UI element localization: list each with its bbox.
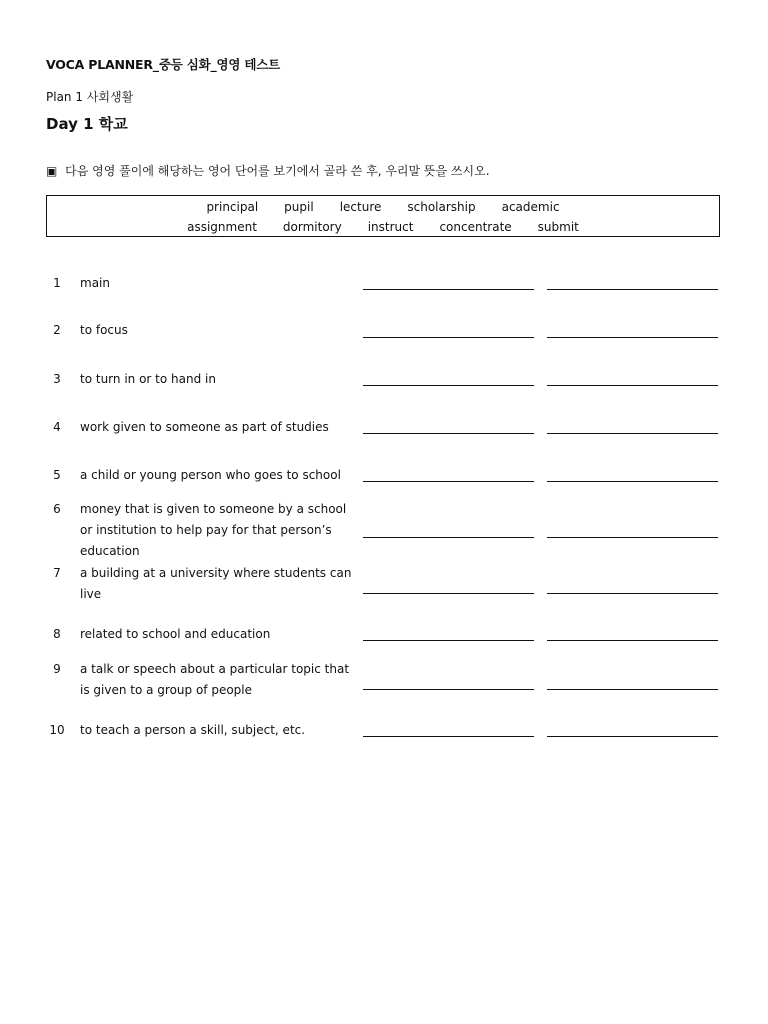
korean-meaning-blank[interactable] xyxy=(547,337,718,338)
english-word-blank[interactable] xyxy=(363,289,534,290)
instruction xyxy=(46,162,490,179)
english-word-blank[interactable] xyxy=(363,385,534,386)
question-definition: main xyxy=(80,276,110,290)
document-title: VOCA PLANNER_중등 심화_영영 테스트 xyxy=(46,57,281,72)
question-definition: money that is given to someone by a school or institution to help pay for that person’s education xyxy=(80,502,347,558)
english-word-blank[interactable] xyxy=(363,593,534,594)
korean-meaning-blank[interactable] xyxy=(547,289,718,290)
question-number: 2 xyxy=(53,323,61,337)
question-definition: to teach a person a skill, subject, etc. xyxy=(80,723,306,737)
korean-meaning-blank[interactable] xyxy=(547,537,718,538)
korean-meaning-blank[interactable] xyxy=(547,385,718,386)
english-word-blank[interactable] xyxy=(363,337,534,338)
question-definition: work given to someone as part of studies xyxy=(80,420,329,434)
english-word-blank[interactable] xyxy=(363,433,534,434)
question-number: 5 xyxy=(53,468,61,482)
korean-meaning-blank[interactable] xyxy=(547,640,718,641)
word-bank-word: submit xyxy=(537,220,579,234)
word-bank-box xyxy=(46,195,720,237)
english-word-blank[interactable] xyxy=(363,689,534,690)
question-definition: to focus xyxy=(80,323,128,337)
word-bank-word: lecture xyxy=(339,200,382,214)
english-word-blank[interactable] xyxy=(363,537,534,538)
word-bank-row-2 xyxy=(47,220,719,234)
question-definition: a talk or speech about a particular topic that is given to a group of people xyxy=(80,662,350,697)
question-number: 6 xyxy=(53,502,61,516)
word-bank-word: principal xyxy=(206,200,259,214)
word-bank-word: assignment xyxy=(187,220,257,234)
question-number: 1 xyxy=(53,276,61,290)
word-bank-word: dormitory xyxy=(282,220,342,234)
word-bank-word: pupil xyxy=(284,200,314,214)
question-number: 4 xyxy=(53,420,61,434)
korean-meaning-blank[interactable] xyxy=(547,433,718,434)
english-word-blank[interactable] xyxy=(363,640,534,641)
korean-meaning-blank[interactable] xyxy=(547,689,718,690)
korean-meaning-blank[interactable] xyxy=(547,481,718,482)
question-number: 9 xyxy=(53,662,61,676)
english-word-blank[interactable] xyxy=(363,481,534,482)
instruction-text: 다음 영영 풀이에 해당하는 영어 단어를 보기에서 골라 쓴 후, 우리말 뜻을 쓰시오. xyxy=(65,164,490,178)
question-definition: a building at a university where students can live xyxy=(80,566,352,601)
plan-label: Plan 1 사회생활 xyxy=(46,90,134,104)
question-definition: a child or young person who goes to school xyxy=(80,468,341,482)
question-definition: related to school and education xyxy=(80,627,271,641)
question-definition: to turn in or to hand in xyxy=(80,372,216,386)
question-number: 7 xyxy=(53,566,61,580)
korean-meaning-blank[interactable] xyxy=(547,593,718,594)
word-bank-word: academic xyxy=(501,200,560,214)
square-bullet-icon: ▣ xyxy=(46,164,58,178)
word-bank-row-1 xyxy=(47,200,719,214)
word-bank-word: instruct xyxy=(367,220,414,234)
english-word-blank[interactable] xyxy=(363,736,534,737)
question-number: 3 xyxy=(53,372,61,386)
question-number: 10 xyxy=(49,723,65,737)
korean-meaning-blank[interactable] xyxy=(547,736,718,737)
word-bank-word: concentrate xyxy=(439,220,512,234)
day-title: Day 1 학교 xyxy=(46,115,128,133)
question-number: 8 xyxy=(53,627,61,641)
word-bank-word: scholarship xyxy=(407,200,476,214)
